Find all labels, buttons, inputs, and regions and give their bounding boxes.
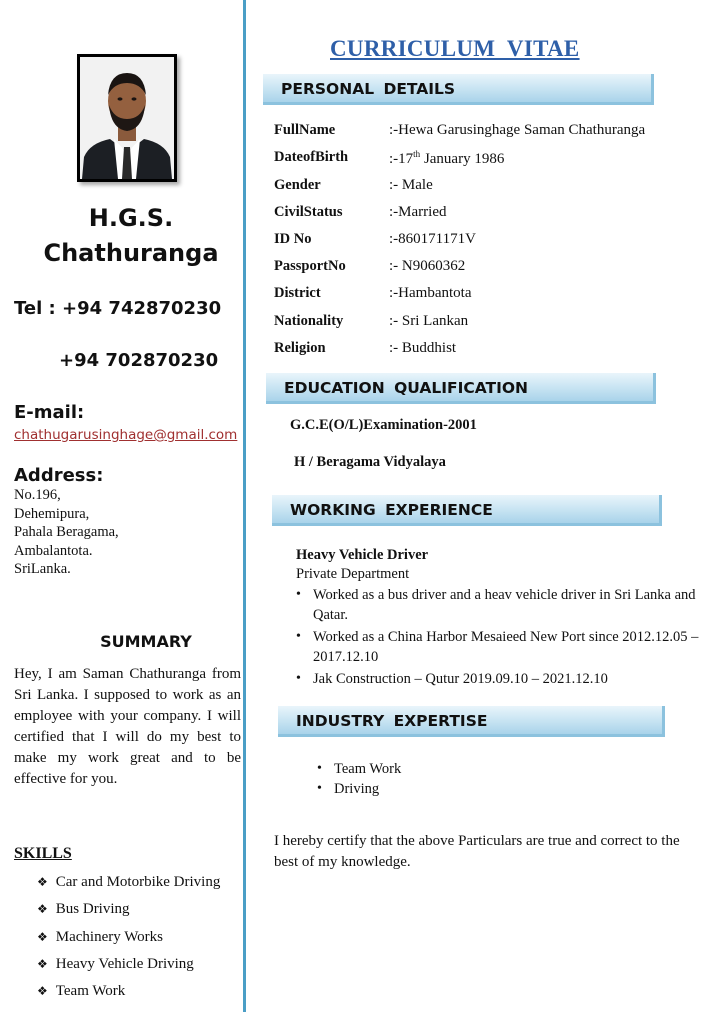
phone-number-1: +94 742870230 [62, 298, 222, 319]
detail-value: :-Married [389, 204, 447, 220]
diamond-bullet-icon: ❖ [37, 875, 48, 889]
phone-label: Tel : [14, 298, 56, 319]
detail-label: Religion [274, 340, 326, 356]
experience-item: • Worked as a China Harbor Mesaieed New Port since 2012.12.05 – 2017.12.10 [296, 627, 706, 667]
address-line: No.196, [14, 487, 61, 503]
detail-value: :-Hambantota [389, 285, 472, 301]
detail-value: :-Hewa Garusinghage Saman Chathuranga [389, 122, 646, 138]
detail-label: District [274, 285, 321, 301]
expertise-list [317, 759, 517, 799]
personal-details-heading: PERSONAL DETAILS [263, 74, 654, 105]
detail-value: :-860171171V [389, 231, 476, 247]
address-line: Dehemipura, [14, 505, 90, 522]
summary-heading: SUMMARY [100, 632, 192, 651]
candidate-name-line2: Chathuranga [43, 239, 219, 267]
email-label: E-mail: [14, 402, 85, 423]
address-line: Ambalantota. [14, 542, 93, 559]
experience-item: • Jak Construction – Qutur 2019.09.10 – 2021.12.10 [296, 669, 706, 689]
education-school: H / Beragama Vidyalaya [294, 454, 446, 470]
detail-label: ID No [274, 231, 312, 247]
expertise-item: • Driving [317, 779, 517, 799]
profile-photo [77, 54, 177, 182]
detail-label: Gender [274, 177, 321, 193]
skill-item: ❖ Machinery Works [37, 928, 164, 945]
diamond-bullet-icon: ❖ [37, 956, 48, 971]
detail-value: :- Male [389, 177, 433, 193]
education-exam: G.C.E(O/L)Examination-2001 [290, 417, 477, 433]
skill-item: ❖ Car and Motorbike Driving [37, 874, 221, 890]
diamond-bullet-icon: ❖ [37, 902, 48, 917]
education-heading: EDUCATION QUALIFICATION [266, 373, 656, 404]
certification-statement: I hereby certify that the above Particulars are true and correct to the best of my knowledge. [274, 833, 680, 870]
phone-primary [14, 298, 221, 319]
address-block [14, 486, 119, 579]
detail-value-dob: :-17th January 1986 [389, 149, 505, 167]
detail-label: DateofBirth [274, 149, 349, 165]
column-divider [243, 0, 246, 1012]
document-title: CURRICULUM VITAE [330, 36, 580, 61]
email-link[interactable]: chathugarusinghage@gmail.com [14, 427, 238, 443]
expertise-item: • Team Work [317, 759, 517, 779]
experience-item: • Worked as a bus driver and a heav vehicle driver in Sri Lanka and Qatar. [296, 585, 706, 625]
summary-text: Hey, I am Saman Chathuranga from Sri Lanka. I supposed to work as an employee with your company. I will certified that I will do my best to make my work great and to be effective for you. [14, 666, 241, 787]
detail-label: PassportNo [274, 258, 346, 274]
detail-label: FullName [274, 122, 336, 138]
job-department: Private Department [296, 566, 410, 582]
phone-number-2: +94 702870230 [59, 350, 219, 371]
experience-heading: WORKING EXPERIENCE [272, 495, 662, 526]
detail-value: :- N9060362 [389, 258, 466, 274]
job-role: Heavy Vehicle Driver [296, 547, 429, 563]
skills-heading: SKILLS [14, 845, 72, 862]
detail-value: :- Sri Lankan [389, 313, 469, 329]
detail-label: CivilStatus [274, 204, 343, 220]
address-label: Address: [14, 465, 104, 486]
detail-value: :- Buddhist [389, 340, 457, 356]
address-line: SriLanka. [14, 561, 71, 577]
experience-list [296, 585, 706, 689]
skill-item: ❖ Heavy Vehicle Driving [37, 955, 194, 972]
person-portrait-icon [80, 57, 174, 179]
diamond-bullet-icon: ❖ [37, 984, 48, 999]
expertise-heading: INDUSTRY EXPERTISE [278, 706, 665, 737]
skills-list [37, 874, 220, 1010]
skill-item: ❖ Team Work [37, 983, 126, 1000]
candidate-name-line1: H.G.S. [88, 204, 174, 232]
address-line: Pahala Beragama, [14, 524, 119, 540]
detail-label: Nationality [274, 313, 344, 329]
skill-item: ❖ Bus Driving [37, 901, 130, 918]
diamond-bullet-icon: ❖ [37, 929, 48, 944]
